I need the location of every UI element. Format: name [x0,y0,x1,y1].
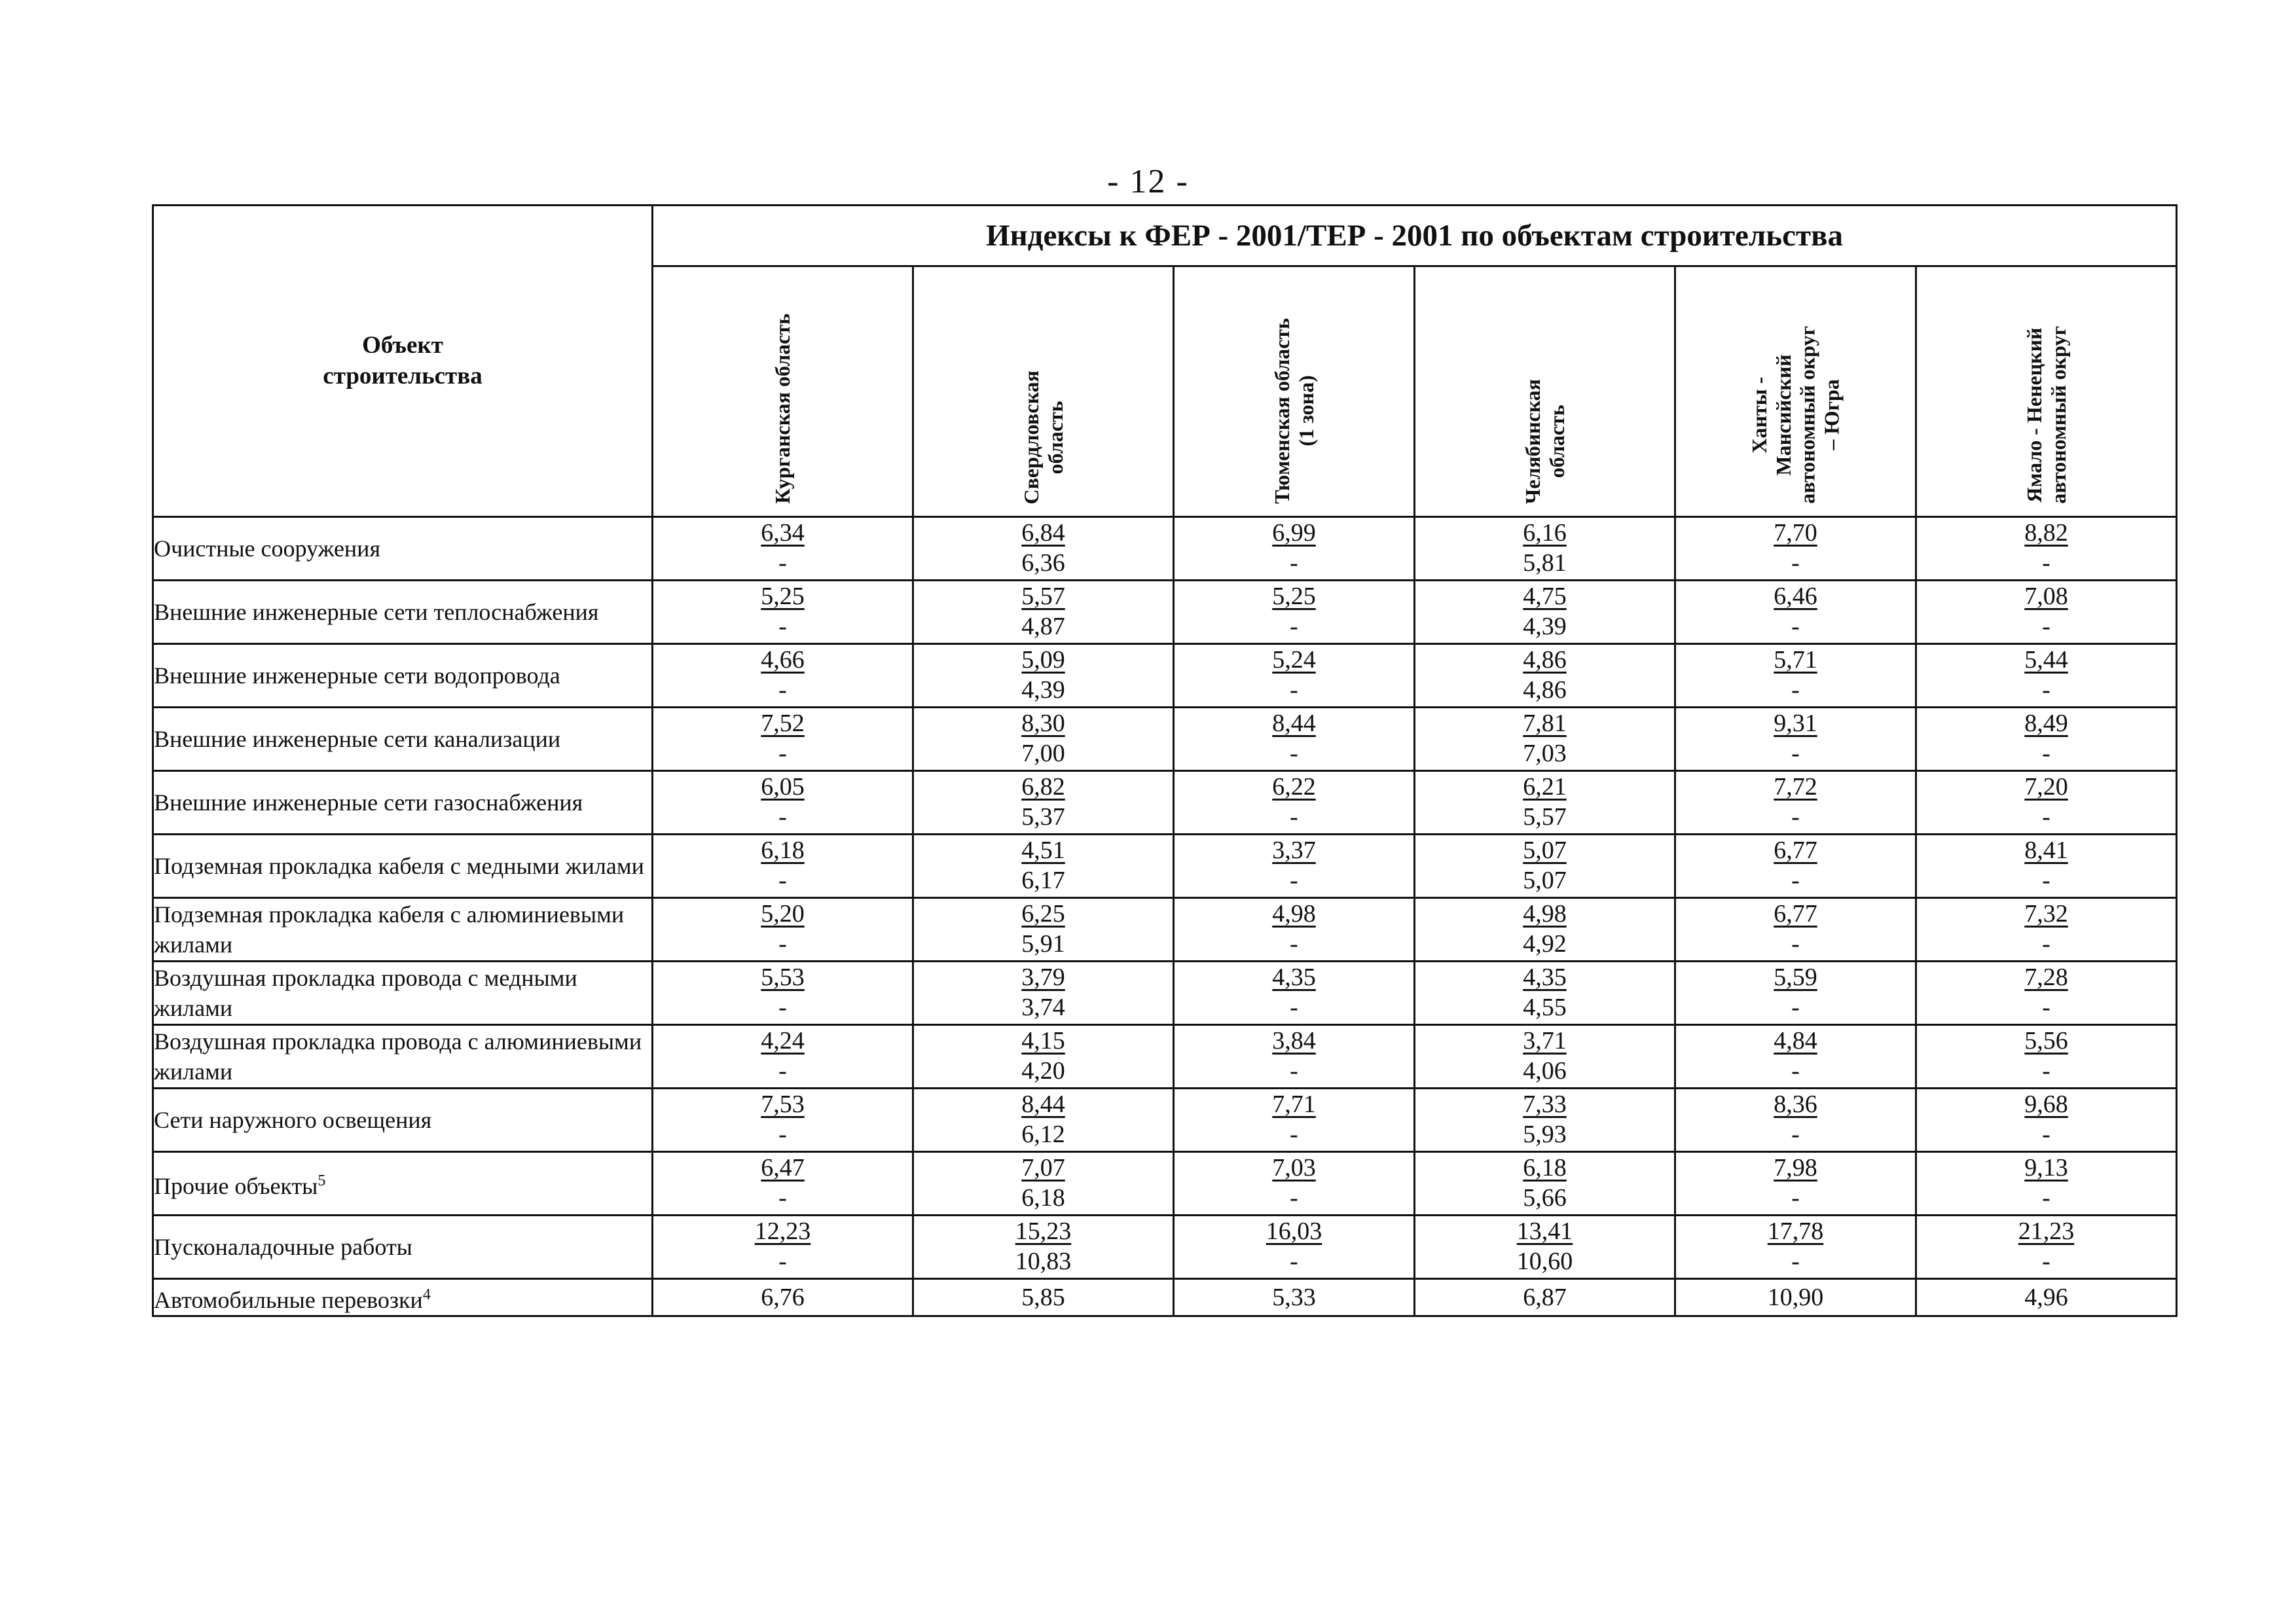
index-value-secondary: - [1290,613,1298,640]
index-value-cell [1916,962,2177,1025]
index-value-cell [913,581,1174,644]
object-name-cell [153,1025,653,1089]
table-row [153,517,2177,581]
object-name: Пусконаладочные работы [154,1234,412,1260]
index-value-secondary: - [1290,930,1298,958]
index-value-secondary: - [1290,1057,1298,1085]
index-value-primary: 6,16 [1523,519,1567,547]
index-value-primary: 6,99 [1272,519,1316,547]
index-value-cell [1916,517,2177,581]
index-value-secondary: - [2042,740,2050,767]
index-value-primary: 6,77 [1774,837,1817,864]
index-value-cell [913,898,1174,962]
index-value-secondary: - [1290,1121,1298,1148]
index-value-cell [1916,581,2177,644]
index-value-secondary: - [778,867,787,894]
index-value-primary: 6,22 [1272,773,1316,801]
index-value-secondary: - [778,1248,787,1275]
index-value-secondary: - [1791,1057,1800,1085]
index-value-secondary: - [2042,676,2050,704]
index-value-cell [1675,835,1916,898]
index-value-primary: 7,32 [2024,900,2068,928]
table-row [153,898,2177,962]
index-value-primary: 12,23 [754,1218,811,1245]
index-value-primary: 7,53 [761,1091,805,1118]
index-value-primary: 8,82 [2024,519,2068,547]
index-value-primary: 6,18 [1523,1154,1567,1182]
object-name-cell [153,1216,653,1279]
index-value-secondary: - [2042,1057,2050,1085]
table-row [153,1025,2177,1089]
index-value-primary: 7,81 [1523,710,1567,737]
index-value-secondary: - [1791,1121,1800,1148]
table-row [153,581,2177,644]
index-value-cell [1675,1152,1916,1216]
index-value-cell [1675,517,1916,581]
index-value-secondary: 5,37 [1021,803,1065,831]
index-value-primary: 6,84 [1021,519,1065,547]
object-name: Очистные сооружения [154,535,381,562]
index-value-cell [653,1025,913,1089]
index-value-cell: 10,90 [1675,1279,1916,1316]
index-value-primary: 9,13 [2024,1154,2068,1182]
index-value-secondary: - [778,676,787,704]
region-header [1174,266,1415,517]
index-value-primary: 17,78 [1767,1218,1824,1245]
index-table [152,204,2178,1317]
index-value-primary: 4,66 [761,646,805,674]
object-name-cell [153,898,653,962]
object-name-cell [153,1089,653,1152]
index-value-secondary: 6,17 [1021,867,1065,894]
index-value-secondary: 5,93 [1523,1121,1567,1148]
index-value-secondary: - [2042,867,2050,894]
index-value-primary: 5,53 [761,964,805,991]
object-column-header [153,206,653,517]
index-value-secondary: 5,66 [1523,1184,1567,1212]
index-value-cell [1916,708,2177,771]
index-value-primary: 3,37 [1272,837,1316,864]
index-value-secondary: - [778,740,787,767]
index-value-secondary: 3,74 [1021,994,1065,1021]
index-value-primary: 13,41 [1516,1218,1573,1245]
index-value-cell [1415,835,1675,898]
index-value-cell [1174,581,1415,644]
index-value-cell [1174,517,1415,581]
index-value-secondary: - [1290,994,1298,1021]
index-value-secondary: - [1791,867,1800,894]
index-value-cell [1415,898,1675,962]
index-value-secondary: - [2042,1248,2050,1275]
index-value-cell [913,1216,1174,1279]
index-value-primary: 4,51 [1021,837,1065,864]
region-header [653,266,913,517]
index-value-primary: 9,31 [1774,710,1817,737]
region-header [1675,266,1916,517]
region-header-label: Свердловская область [1019,370,1067,504]
table-row [153,708,2177,771]
index-value-primary: 5,20 [761,900,805,928]
index-value-secondary: 4,20 [1021,1057,1065,1085]
index-value-primary: 5,44 [2024,646,2068,674]
index-value-cell [653,517,913,581]
index-value-primary: 7,70 [1774,519,1817,547]
index-value-primary: 4,24 [761,1027,805,1055]
object-name: Воздушная прокладка провода с медными жилами [154,965,577,1021]
index-value-primary: 4,98 [1523,900,1567,928]
index-value-cell [1415,1152,1675,1216]
index-value-secondary: - [778,549,787,577]
index-value-cell [1916,1025,2177,1089]
index-value-primary: 7,03 [1272,1154,1316,1182]
object-name: Автомобильные перевозки [154,1287,423,1313]
index-value-secondary: - [778,1121,787,1148]
object-name: Внешние инженерные сети канализации [154,726,561,752]
index-value-secondary: 7,03 [1523,740,1567,767]
index-value-cell [1916,898,2177,962]
index-value-secondary: - [778,803,787,831]
index-value-secondary: 4,86 [1523,676,1567,704]
index-value-secondary: 10,83 [1015,1248,1072,1275]
index-value-cell [1174,835,1415,898]
object-name-cell [153,1152,653,1216]
index-value-cell [913,1089,1174,1152]
index-value-primary: 5,57 [1021,583,1065,610]
index-value-primary: 6,18 [761,837,805,864]
object-name: Подземная прокладка кабеля с медными жилами [154,853,644,879]
table-row [153,962,2177,1025]
index-value-primary: 4,86 [1523,646,1567,674]
index-value-cell [1174,644,1415,708]
table-row [153,1089,2177,1152]
index-value-cell [1916,1152,2177,1216]
index-value-cell [653,962,913,1025]
index-value-primary: 3,71 [1523,1027,1567,1055]
index-value-primary: 6,46 [1774,583,1817,610]
index-value-secondary: - [1290,803,1298,831]
index-value-cell [1174,771,1415,835]
index-value-secondary: 10,60 [1516,1248,1573,1275]
index-value-cell [1174,1216,1415,1279]
object-name-cell [153,581,653,644]
index-value-primary: 5,59 [1774,964,1817,991]
index-value-cell [1675,1025,1916,1089]
index-value-primary: 8,36 [1774,1091,1817,1118]
index-value-cell [913,835,1174,898]
index-value-secondary: - [1791,676,1800,704]
table-row [153,1152,2177,1216]
index-value-secondary: - [778,613,787,640]
index-value-secondary: 4,55 [1523,994,1567,1021]
page-number: - 12 - [1107,163,1189,200]
index-value-primary: 6,25 [1021,900,1065,928]
table-row [153,771,2177,835]
index-value-cell [653,1216,913,1279]
index-value-secondary: - [1791,740,1800,767]
index-value-primary: 21,23 [2018,1218,2075,1245]
index-value-secondary: - [778,1057,787,1085]
index-value-primary: 6,34 [761,519,805,547]
index-value-secondary: - [2042,549,2050,577]
index-value-secondary: - [2042,994,2050,1021]
object-name: Подземная прокладка кабеля с алюминиевыми жилами [154,901,625,958]
index-value-primary: 7,33 [1523,1091,1567,1118]
index-value-cell [653,644,913,708]
index-value-primary: 7,52 [761,710,805,737]
index-value-cell [1174,1025,1415,1089]
index-value-cell [1415,517,1675,581]
index-value-cell [1916,1089,2177,1152]
index-value-secondary: - [1290,676,1298,704]
index-value-cell [1916,835,2177,898]
index-value-secondary: - [1791,803,1800,831]
index-value-cell [1415,1216,1675,1279]
index-value-secondary: - [1791,613,1800,640]
index-value-cell [653,581,913,644]
index-value-primary: 5,09 [1021,646,1065,674]
index-value-primary: 8,44 [1021,1091,1065,1118]
index-value-secondary: - [1791,1184,1800,1212]
index-value-cell: 4,96 [1916,1279,2177,1316]
index-value-primary: 4,15 [1021,1027,1065,1055]
index-value-primary: 8,41 [2024,837,2068,864]
index-value-cell [1174,708,1415,771]
object-name-cell [153,1279,653,1316]
index-value-secondary: 5,81 [1523,549,1567,577]
index-value-secondary: - [1290,740,1298,767]
object-name: Прочие объекты [154,1173,318,1199]
index-value-cell [1174,898,1415,962]
object-name: Внешние инженерные сети теплоснабжения [154,599,599,625]
footnote-marker: 4 [422,1286,431,1303]
index-value-primary: 16,03 [1266,1218,1322,1245]
index-value-secondary: - [778,1184,787,1212]
index-value-cell [913,1025,1174,1089]
index-value-primary: 7,20 [2024,773,2068,801]
index-value-cell [1916,1216,2177,1279]
index-value-cell [653,771,913,835]
index-value-secondary: 4,39 [1523,613,1567,640]
index-value-cell [1675,1089,1916,1152]
index-value-primary: 6,82 [1021,773,1065,801]
object-name-cell [153,771,653,835]
index-value-primary: 3,84 [1272,1027,1316,1055]
index-value-secondary: 4,39 [1021,676,1065,704]
index-value-cell [653,898,913,962]
footnote-marker: 5 [318,1172,326,1189]
index-value-cell [1675,771,1916,835]
index-value-cell [1415,1089,1675,1152]
index-value-primary: 5,56 [2024,1027,2068,1055]
table-row [153,1216,2177,1279]
index-value-cell: 5,33 [1174,1279,1415,1316]
index-value-primary: 7,72 [1774,773,1817,801]
region-header [1916,266,2177,517]
index-value-primary: 8,30 [1021,710,1065,737]
index-value-cell [1415,962,1675,1025]
index-value-cell [1174,1152,1415,1216]
index-value-secondary: - [2042,1121,2050,1148]
index-value-cell: 6,76 [653,1279,913,1316]
region-header-label: Челябинская область [1520,378,1569,504]
region-header-label: Ямало - Ненецкий автономный округ [2022,326,2070,504]
index-value-primary: 8,49 [2024,710,2068,737]
index-value-primary: 5,25 [1272,583,1316,610]
object-column-header-label: Объект строительства [323,332,483,389]
index-value-secondary: 5,91 [1021,930,1065,958]
index-value-primary: 4,84 [1774,1027,1817,1055]
index-value-cell: 5,85 [913,1279,1174,1316]
object-name-cell [153,644,653,708]
index-value-secondary: 4,06 [1523,1057,1567,1085]
index-value-cell [653,708,913,771]
index-value-primary: 6,77 [1774,900,1817,928]
index-value-secondary: - [778,994,787,1021]
index-value-primary: 4,35 [1272,964,1316,991]
table-row [153,835,2177,898]
index-value-cell [1415,771,1675,835]
index-value-cell [653,1152,913,1216]
index-value-primary: 5,24 [1272,646,1316,674]
index-value-primary: 3,79 [1021,964,1065,991]
index-value-secondary: 7,00 [1021,740,1065,767]
index-value-cell [913,517,1174,581]
index-value-cell [1415,708,1675,771]
index-value-cell [653,1089,913,1152]
index-value-primary: 4,75 [1523,583,1567,610]
object-name-cell [153,708,653,771]
index-value-secondary: 6,18 [1021,1184,1065,1212]
table-row [153,1279,2177,1316]
index-value-cell [913,962,1174,1025]
index-value-primary: 6,21 [1523,773,1567,801]
index-value-secondary: - [2042,613,2050,640]
region-header-label: Ханты - Мансийский автономный округ – Югра [1747,326,1844,504]
index-value-primary: 7,71 [1272,1091,1316,1118]
table-row [153,644,2177,708]
index-value-primary: 9,68 [2024,1091,2068,1118]
index-value-secondary: - [2042,930,2050,958]
index-value-secondary: - [1290,867,1298,894]
index-value-primary: 6,05 [761,773,805,801]
group-header: Индексы к ФЕР - 2001/ТЕР - 2001 по объектам строительства [653,206,2177,266]
index-value-primary: 7,98 [1774,1154,1817,1182]
index-value-primary: 8,44 [1272,710,1316,737]
index-value-secondary: - [2042,803,2050,831]
index-value-cell [913,1152,1174,1216]
index-value-primary: 6,47 [761,1154,805,1182]
index-value-cell [913,771,1174,835]
index-value-primary: 5,07 [1523,837,1567,864]
index-value-secondary: - [1290,549,1298,577]
index-value-secondary: 5,57 [1523,803,1567,831]
index-value-primary: 4,98 [1272,900,1316,928]
object-name: Внешние инженерные сети водопровода [154,662,560,689]
index-value-primary: 5,71 [1774,646,1817,674]
region-header [1415,266,1675,517]
index-value-primary: 7,28 [2024,964,2068,991]
index-value-cell [1916,771,2177,835]
index-value-secondary: - [1791,549,1800,577]
index-value-cell [1174,1089,1415,1152]
index-value-cell: 6,87 [1415,1279,1675,1316]
index-value-secondary: - [2042,1184,2050,1212]
index-value-cell [913,708,1174,771]
index-value-primary: 5,25 [761,583,805,610]
index-value-secondary: 4,87 [1021,613,1065,640]
object-name: Сети наружного освещения [154,1107,432,1133]
index-value-secondary: - [1290,1184,1298,1212]
index-value-primary: 7,07 [1021,1154,1065,1182]
index-value-primary: 7,08 [2024,583,2068,610]
index-value-cell [1916,644,2177,708]
index-value-cell [913,644,1174,708]
region-header-label: Курганская область [771,314,795,504]
index-value-secondary: - [1290,1248,1298,1275]
index-value-cell [1675,962,1916,1025]
index-value-primary: 4,35 [1523,964,1567,991]
object-name: Воздушная прокладка провода с алюминиевыми жилами [154,1028,642,1085]
index-value-cell [1675,898,1916,962]
index-value-secondary: - [1791,930,1800,958]
object-name-cell [153,962,653,1025]
index-value-cell [1675,708,1916,771]
index-value-secondary: 5,07 [1523,867,1567,894]
index-value-cell [1415,1025,1675,1089]
index-value-cell [1415,644,1675,708]
index-value-secondary: - [1791,1248,1800,1275]
index-value-secondary: - [778,930,787,958]
index-value-secondary: 6,36 [1021,549,1065,577]
index-value-cell [1675,581,1916,644]
region-header-label: Тюменская область (1 зона) [1269,318,1318,504]
index-value-secondary: - [1791,994,1800,1021]
object-name-cell [153,517,653,581]
index-value-cell [1675,1216,1916,1279]
object-name: Внешние инженерные сети газоснабжения [154,789,583,816]
index-value-primary: 15,23 [1015,1218,1072,1245]
index-value-cell [1174,962,1415,1025]
index-value-cell [653,835,913,898]
index-value-cell [1415,581,1675,644]
index-value-cell [1675,644,1916,708]
index-value-secondary: 6,12 [1021,1121,1065,1148]
region-header [913,266,1174,517]
object-name-cell [153,835,653,898]
index-value-secondary: 4,92 [1523,930,1567,958]
